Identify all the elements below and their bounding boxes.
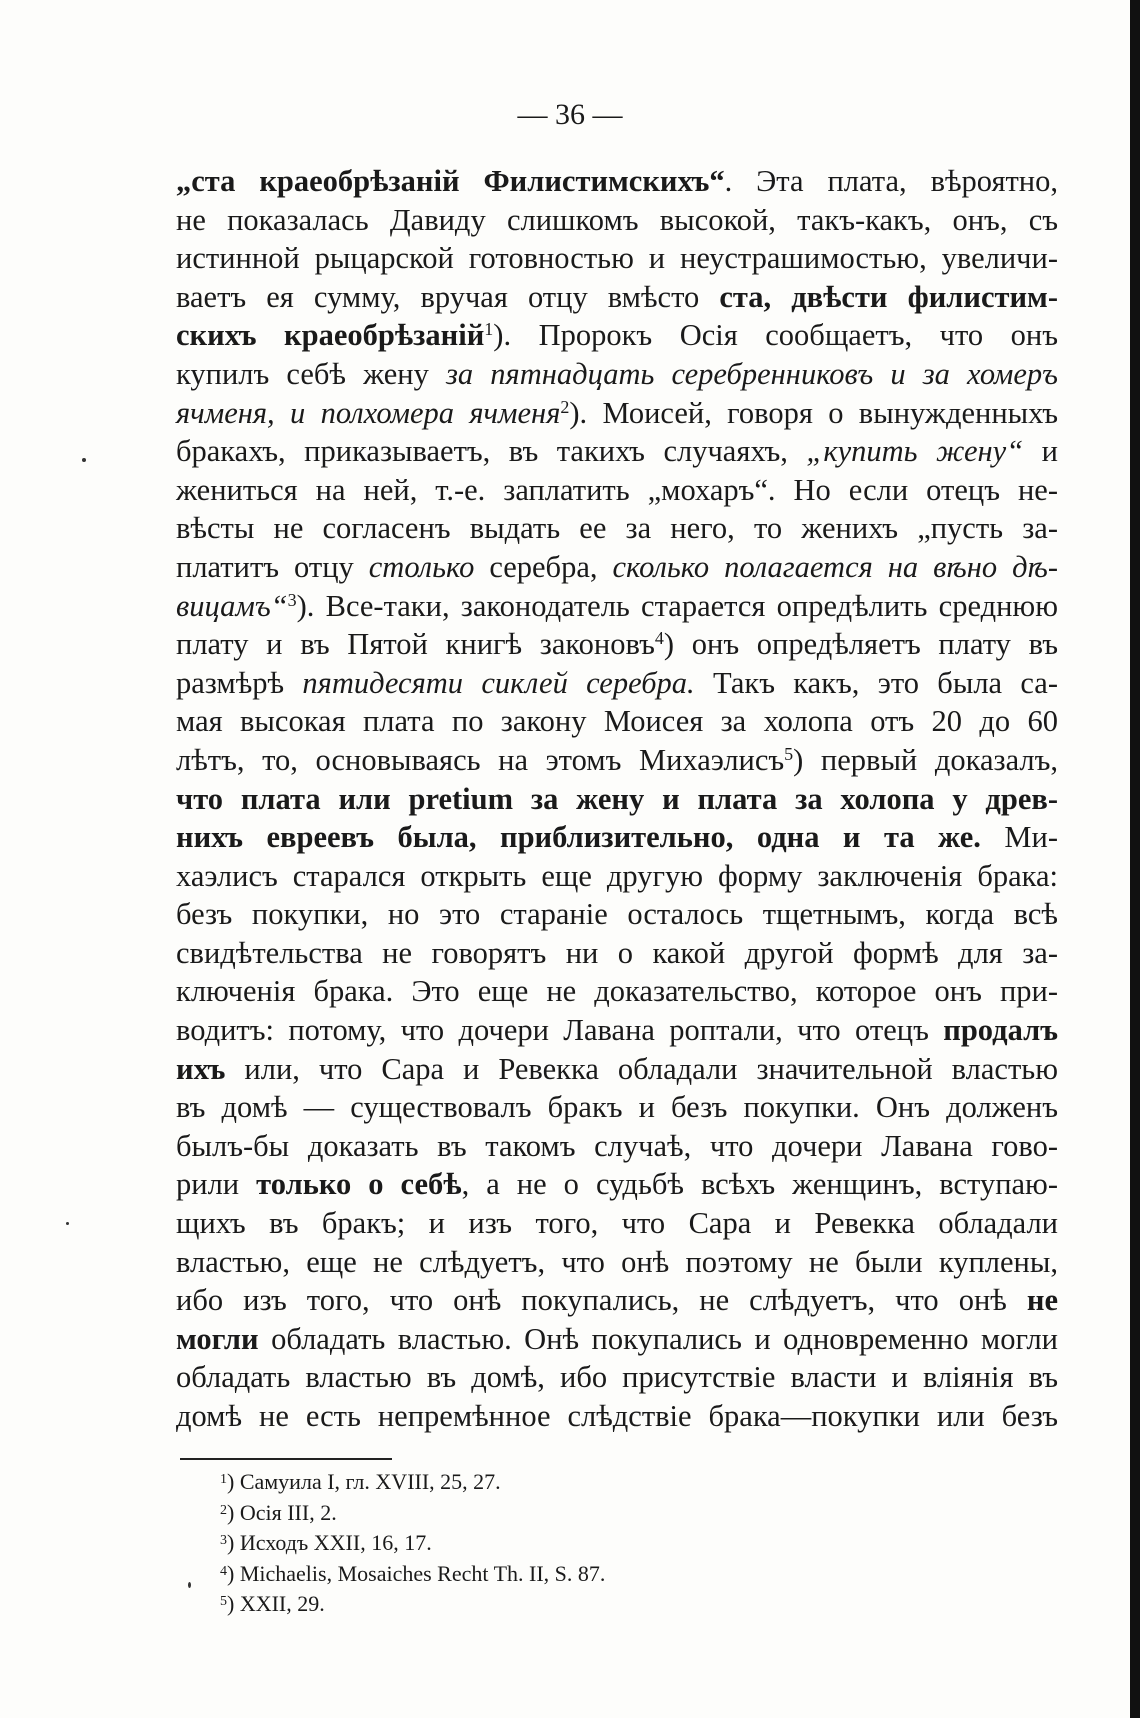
- footnote-mark: 2: [220, 1502, 227, 1518]
- text-segment: пятидесяти сиклей серебра.: [302, 665, 695, 700]
- footnote-reference: 2: [560, 396, 570, 417]
- footnote-text: ) Осія III, 2.: [227, 1499, 337, 1525]
- text-segment: ключенія брака. Это еще не доказательство, которое онъ при-: [176, 974, 1058, 1009]
- footnote: [220, 1588, 605, 1619]
- text-line: [176, 1011, 1058, 1050]
- text-line: [176, 432, 1058, 471]
- text-segment: „ста краеобрѣзаній Филистимскихъ“: [176, 164, 725, 198]
- footnote: [220, 1558, 605, 1589]
- text-segment: обладать властью въ домѣ, ибо присутствіе власти и вліянія въ: [176, 1360, 1058, 1395]
- text-line: [176, 1320, 1058, 1359]
- text-line: [176, 1165, 1058, 1204]
- text-line: [176, 972, 1058, 1011]
- text-segment: продалъ: [943, 1013, 1058, 1048]
- text-line: [176, 471, 1058, 510]
- text-line: [176, 548, 1058, 587]
- footnote-text: ) XXII, 29.: [227, 1591, 325, 1616]
- text-line: [176, 780, 1058, 819]
- text-line: [176, 1397, 1058, 1436]
- text-segment: сколько полагается на вѣно дѣ-: [612, 549, 1058, 584]
- footnote-mark: 4: [220, 1563, 227, 1579]
- footnote-reference: 5: [784, 743, 794, 764]
- text-segment: ). Моисей, говоря о вынужденныхъ: [569, 395, 1058, 430]
- text-segment: , а не о судьбѣ всѣхъ женщинъ, вступаю-: [461, 1167, 1058, 1202]
- footnote-mark: 5: [220, 1594, 227, 1609]
- page-number: — 36 —: [517, 98, 623, 131]
- text-line: [176, 625, 1058, 664]
- text-segment: . Эта плата, вѣроятно,: [724, 164, 1059, 198]
- text-segment: въ домѣ — существовалъ бракъ и безъ покупки. Онъ долженъ: [176, 1090, 1058, 1125]
- text-line: [176, 1127, 1058, 1166]
- text-segment: водитъ: потому, что дочери Лавана роптали, что отецъ: [176, 1013, 944, 1048]
- text-segment: столько: [368, 549, 475, 584]
- text-line: [176, 394, 1058, 433]
- text-segment: хаэлисъ старался открыть еще другую форму заключенія брака:: [176, 858, 1058, 893]
- text-segment: или, что Сара и Ревекка обладали значительной властью: [225, 1051, 1058, 1086]
- text-line: [176, 1358, 1058, 1397]
- text-segment: серебра,: [474, 549, 613, 584]
- text-segment: былъ-бы доказать въ такомъ случаѣ, что дочери Лавана гово-: [176, 1128, 1058, 1163]
- text-segment: безъ покупки, но это стараніе осталось тщетнымъ, когда всѣ: [176, 897, 1058, 932]
- footnote-text: ) Самуила I, гл. XVIII, 25, 27.: [227, 1469, 501, 1494]
- text-segment: свидѣтельства не говорятъ ни о какой другой формѣ для за-: [176, 935, 1058, 970]
- text-line: [176, 664, 1058, 703]
- text-line: [176, 702, 1058, 741]
- text-line: [176, 934, 1058, 973]
- scan-speck: [66, 1222, 69, 1225]
- text-segment: вицамъ“: [176, 588, 288, 623]
- text-segment: ста, двѣсти филистим-: [719, 279, 1058, 314]
- footnote-reference: 3: [287, 589, 297, 610]
- footnote-divider: [180, 1458, 392, 1460]
- text-line: [176, 201, 1058, 240]
- text-line: [176, 895, 1058, 934]
- text-line: [176, 1204, 1058, 1243]
- text-line: [176, 278, 1058, 317]
- text-line: [176, 316, 1058, 355]
- footnotes: [220, 1466, 605, 1619]
- text-line: [176, 162, 1058, 201]
- text-segment: не: [1026, 1283, 1058, 1318]
- footnote-text: ) Michaelis, Mosaiches Recht Th. II, S. 87.: [227, 1560, 606, 1586]
- text-segment: нихъ евреевъ была, приблизительно, одна и та же.: [176, 820, 981, 855]
- footnote-reference: 4: [654, 628, 664, 649]
- text-line: [176, 1050, 1058, 1089]
- footnote-mark: 3: [220, 1533, 227, 1548]
- text-segment: мая высокая плата по закону Моисея за холопа отъ 20 до 60: [176, 704, 1058, 739]
- text-segment: вѣсты не согласенъ выдать ее за него, то женихъ „пусть за-: [176, 511, 1058, 546]
- footnote: [220, 1527, 605, 1558]
- text-line: [176, 857, 1058, 896]
- text-segment: только о себѣ: [256, 1167, 462, 1202]
- text-segment: щихъ въ бракъ; и изъ того, что Сара и Ревекка обладали: [176, 1206, 1058, 1241]
- text-segment: плату и въ Пятой книгѣ законовъ: [176, 627, 655, 662]
- text-line: [176, 355, 1058, 394]
- text-segment: ). Все-таки, законодатель старается опредѣлить среднюю: [296, 588, 1058, 623]
- text-segment: ) онъ опредѣляетъ плату въ: [663, 627, 1058, 662]
- body-text: [176, 162, 1058, 1436]
- text-segment: домѣ не есть непремѣнное слѣдствіе брака—покупки или безъ: [176, 1399, 1058, 1433]
- text-line: [176, 1243, 1058, 1282]
- text-segment: не показалась Давиду слишкомъ высокой, такъ-какъ, онъ, съ: [176, 202, 1058, 237]
- footnote-text: ) Исходъ XXII, 16, 17.: [227, 1530, 432, 1555]
- text-line: [176, 1088, 1058, 1127]
- text-segment: что плата или pretium за жену и плата за холопа у древ-: [176, 781, 1058, 816]
- text-segment: ) первый доказалъ,: [793, 742, 1058, 777]
- text-segment: ячменя, и полхомера ячменя: [176, 395, 561, 430]
- text-segment: купилъ себѣ жену: [176, 356, 447, 391]
- text-segment: жениться на ней, т.-е. заплатить „мохаръ“. Но если отецъ не-: [176, 472, 1058, 507]
- text-segment: за пятнадцать серебренниковъ и за хомеръ: [446, 356, 1058, 391]
- text-segment: бракахъ, приказываетъ, въ такихъ случаяхъ,: [176, 434, 807, 469]
- text-segment: ). Пророкъ Осія сообщаетъ, что онъ: [493, 318, 1058, 353]
- text-segment: могли: [176, 1321, 259, 1356]
- text-segment: и: [1023, 434, 1058, 469]
- text-segment: размѣрѣ: [176, 665, 303, 700]
- scan-speck: [188, 1582, 191, 1588]
- text-line: [176, 509, 1058, 548]
- text-line: [176, 587, 1058, 626]
- text-segment: рили: [176, 1167, 257, 1202]
- text-segment: ваетъ ея сумму, вручая отцу вмѣсто: [176, 279, 720, 314]
- text-segment: властью, еще не слѣдуетъ, что онѣ поэтому не были куплены,: [176, 1244, 1058, 1279]
- text-segment: истинной рыцарской готовностью и неустрашимостью, увеличи-: [176, 241, 1058, 276]
- text-segment: обладать властью. Онѣ покупались и одновременно могли: [258, 1321, 1058, 1356]
- text-segment: скихъ краеобрѣзаній: [176, 318, 485, 353]
- text-segment: ибо изъ того, что онѣ покупались, не слѣдуетъ, что онѣ: [176, 1283, 1027, 1318]
- text-segment: ихъ: [176, 1051, 226, 1086]
- footnote-reference: 1: [484, 319, 494, 340]
- text-line: [176, 1281, 1058, 1320]
- text-segment: Такъ какъ, это была са-: [694, 665, 1058, 700]
- text-segment: „купить жену“: [806, 434, 1024, 469]
- text-line: [176, 239, 1058, 278]
- text-line: [176, 818, 1058, 857]
- text-segment: платитъ отцу: [176, 549, 369, 584]
- text-line: [176, 741, 1058, 780]
- footnote-mark: 1: [220, 1472, 227, 1487]
- scan-speck: [82, 458, 86, 462]
- footnote: [220, 1466, 605, 1497]
- text-segment: лѣтъ, то, основываясь на этомъ Михаэлисъ: [176, 742, 785, 777]
- text-segment: Ми-: [980, 820, 1058, 855]
- footnote: [220, 1497, 605, 1528]
- scan-edge: [1130, 0, 1140, 1718]
